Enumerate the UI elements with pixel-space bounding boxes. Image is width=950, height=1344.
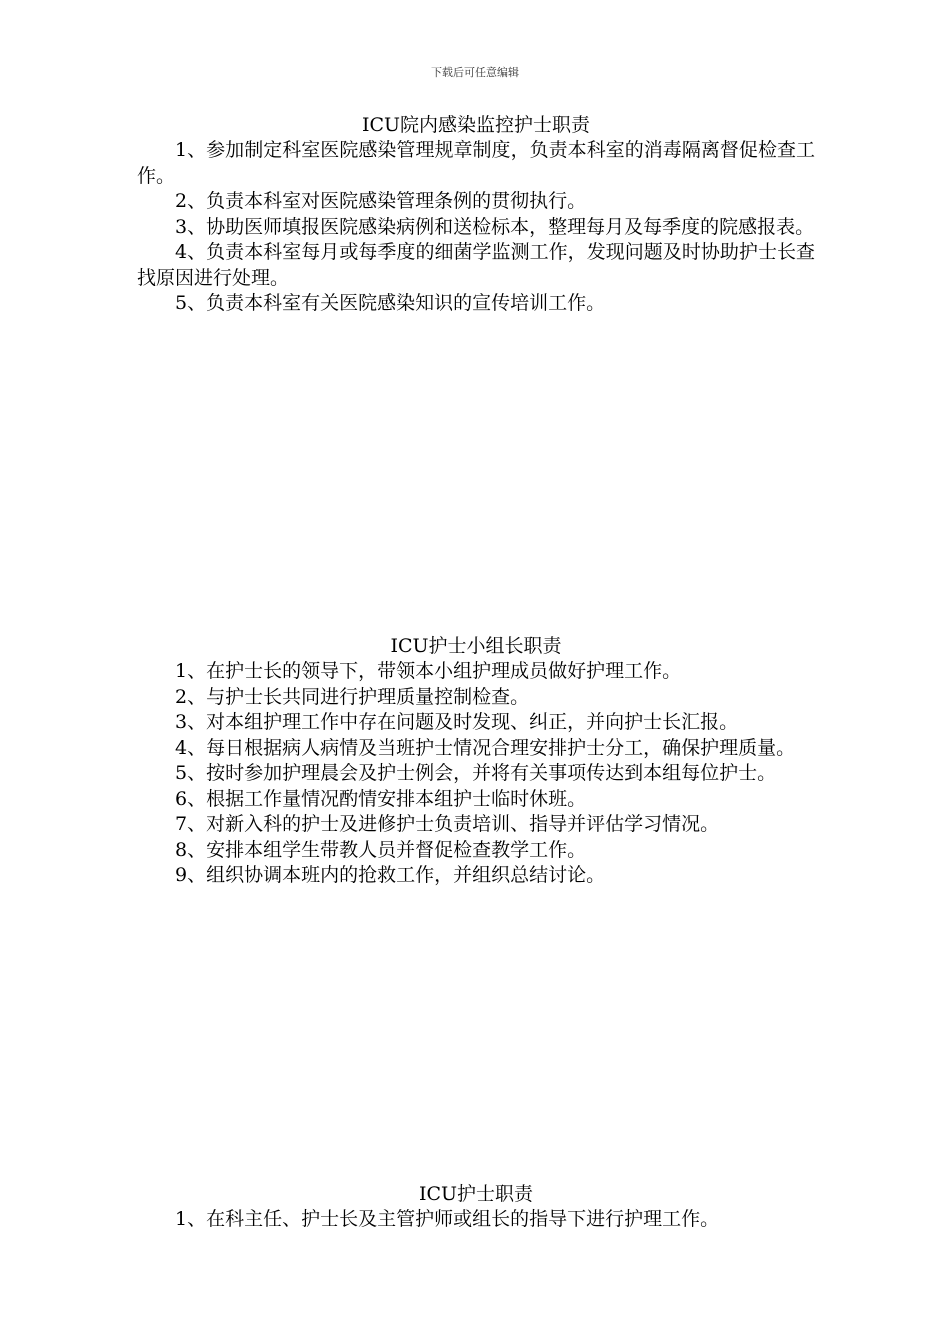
duty-item: 3、对本组护理工作中存在问题及时发现、纠正，并向护士长汇报。 [175, 711, 739, 733]
section-title: ICU院内感染监控护士职责 [361, 114, 591, 136]
page-header-note: 下载后可任意编辑 [431, 66, 519, 79]
duty-item: 1、在科主任、护士长及主管护师或组长的指导下进行护理工作。 [175, 1208, 720, 1230]
duty-item: 5、按时参加护理晨会及护士例会，并将有关事项传达到本组每位护士。 [175, 762, 777, 784]
duty-item: 9、组织协调本班内的抢救工作，并组织总结讨论。 [175, 864, 606, 886]
duty-item: 7、对新入科的护士及进修护士负责培训、指导并评估学习情况。 [175, 813, 720, 835]
duty-item: 3、协助医师填报医院感染病例和送检标本，整理每月及每季度的院感报表。 [175, 215, 815, 238]
section-title: ICU护士职责 [418, 1183, 534, 1205]
duty-item: 8、安排本组学生带教人员并督促检查教学工作。 [175, 838, 587, 861]
section-infection-control-nurse [137, 113, 815, 317]
duty-item: 4、负责本科室每月或每季度的细菌学监测工作，发现问题及时协助护士长查找原因进行处理。 [137, 241, 815, 289]
section-icu-nurse [137, 1182, 815, 1233]
duty-item: 2、负责本科室对医院感染管理条例的贯彻执行。 [175, 190, 587, 212]
duty-item: 4、每日根据病人病情及当班护士情况合理安排护士分工，确保护理质量。 [175, 736, 796, 759]
duty-item: 1、参加制定科室医院感染管理规章制度，负责本科室的消毒隔离督促检查工作。 [137, 139, 815, 187]
duty-item: 2、与护士长共同进行护理质量控制检查。 [175, 685, 530, 708]
section-title: ICU护士小组长职责 [390, 635, 562, 657]
duty-item: 6、根据工作量情况酌情安排本组护士临时休班。 [175, 787, 587, 810]
duty-item: 5、负责本科室有关医院感染知识的宣传培训工作。 [175, 292, 606, 314]
duty-item: 1、在护士长的领导下，带领本小组护理成员做好护理工作。 [175, 660, 682, 682]
section-nurse-team-leader [137, 634, 815, 889]
